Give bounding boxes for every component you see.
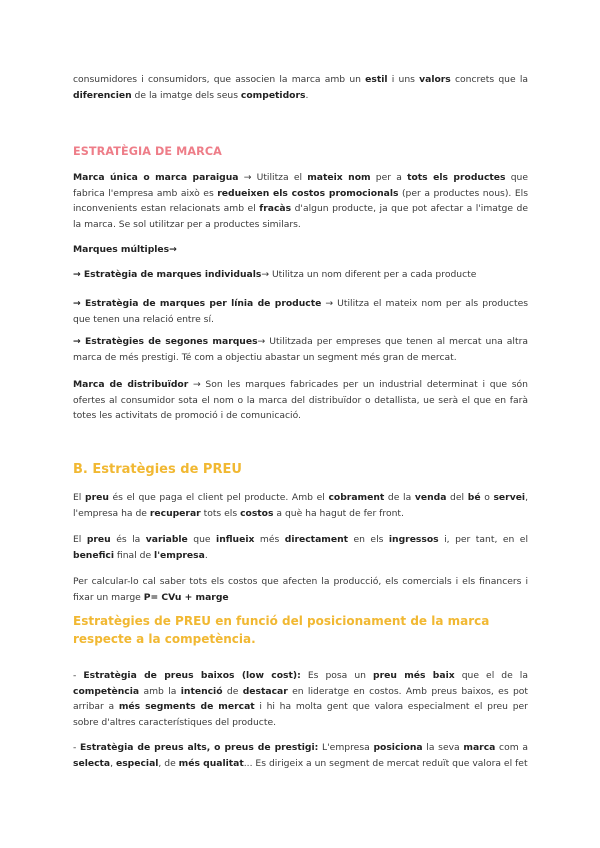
heading-price-strategies: B. Estratègies de PREU	[73, 462, 242, 477]
paragraph-product-line-brands: → Estratègia de marques per línia de producte → Utilitza el mateix nom per als productes que tenen una relació entre sí.	[73, 298, 529, 325]
heading-brand-strategy: ESTRATÈGIA DE MARCA	[73, 145, 222, 158]
paragraph-multiple-brands: Marques múltiples→	[73, 244, 177, 255]
paragraph-low-cost-strategy: - Estratègia de preus baixos (low cost): Es posa un preu més baix que el de la competència amb la intenció de destacar en lideratge en costos. Amb preus baixos, es pot arribar a més segments de mercat i hi ha molta gent que valora especialment el preu per sobre d'altres característiques del producte.	[73, 670, 529, 728]
heading-positioning-strategies: Estratègies de PREU en funció del posicionament de la marca respecte a la competència.	[73, 614, 490, 646]
paragraph-individual-brands: → Estratègia de marques individuals→ Utilitza un nom diferent per a cada producte	[73, 269, 477, 280]
paragraph-price-definition: El preu és el que paga el client pel producte. Amb el cobrament de la venda del bé o servei, l'empresa ha de recuperar tots els costos a què ha hagut de fer front.	[73, 492, 528, 519]
paragraph-price-variable: El preu és la variable que influeix més directament en els ingressos i, per tant, en el benefici final de l'empresa.	[73, 534, 529, 561]
paragraph-umbrella-brand: Marca única o marca paraigua → Utilitza el mateix nom per a tots els productes que fabrica l'empresa amb això es redueixen els costos promocionals (per a productes nous). Els inconvenients estan relacionats amb el fracàs d'algun producte, ja que pot afectar a l'imatge de la marca. Se sol utilitzar per a productes similars.	[73, 172, 529, 230]
paragraph-price-calculation: Per calcular-lo cal saber tots els costos que afecten la producció, els comercials i els financers i fixar un marge P= CVu + marge	[73, 576, 528, 603]
paragraph-distributor-brand: Marca de distribuïdor → Son les marques fabricades per un industrial determinat i que són ofertes al consumidor sota el nom o la marca del distribuïdor o detallista, ue serà el que en farà totes les activitats de promoció i de comunicació.	[73, 379, 528, 421]
paragraph-brand-intro: consumidores i consumidors, que associen la marca amb un estil i uns valors concrets que la diferencien de la imatge dels seus competidors.	[73, 74, 529, 101]
paragraph-second-brands: → Estratègies de segones marques→ Utilitzada per empreses que tenen al mercat una altra marca de més prestigi. Té com a objectiu abastar un segment més gran de mercat.	[73, 336, 528, 363]
paragraph-prestige-pricing: - Estratègia de preus alts, o preus de prestigi: L'empresa posiciona la seva marca com a selecta, especial, de més qualitat... Es dirigeix a un segment de mercat reduït que valora el fet	[73, 742, 528, 769]
